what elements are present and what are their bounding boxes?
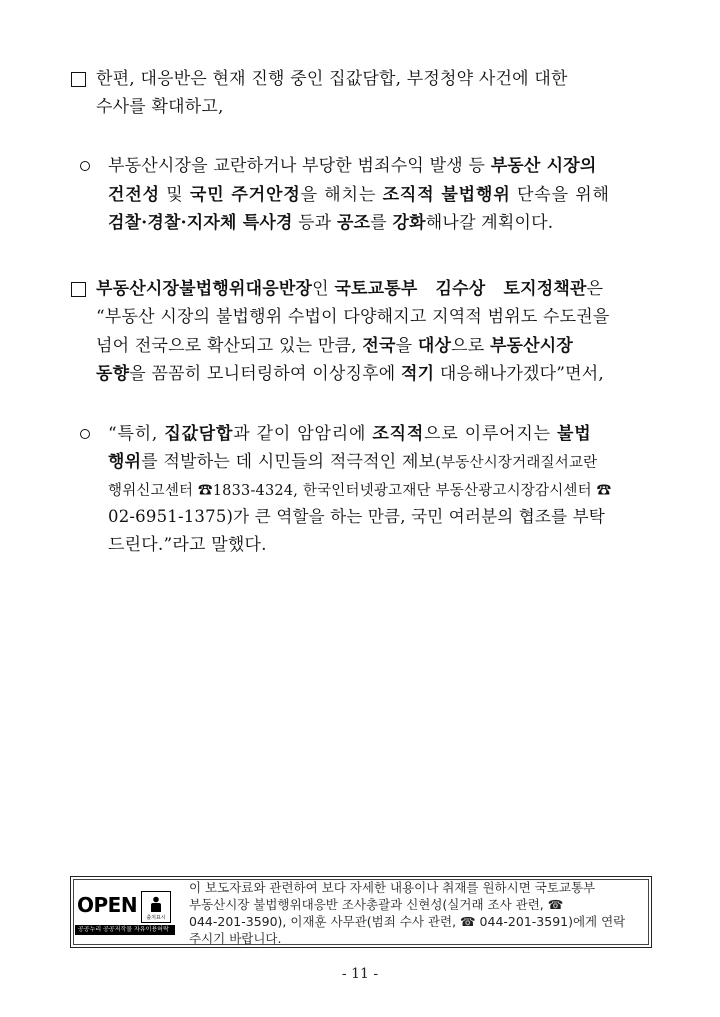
text-run: 을 해치는 bbox=[300, 185, 383, 205]
emphasis-text: 대상 bbox=[417, 336, 452, 356]
contact-line: 044-201-3590), 이재훈 사무관(범죄 수사 관련, ☎ 044-201-3591)에게 연락 bbox=[189, 914, 626, 929]
paragraph-line: 02-6951-1375)가 큰 역할을 하는 만큼, 국민 여러분의 협조를 부탁 bbox=[108, 507, 605, 526]
open-logo-text: OPEN bbox=[77, 893, 138, 917]
text-run: 을 bbox=[395, 336, 418, 356]
paragraph-line bbox=[108, 424, 592, 444]
emphasis-text: 조직적 불법행위 bbox=[382, 185, 511, 205]
emphasis-text: 동향 bbox=[96, 364, 130, 384]
attribution-badge-icon bbox=[141, 891, 171, 923]
paragraph-line bbox=[108, 452, 597, 473]
contact-line: 주시기 바랍니다. bbox=[189, 931, 282, 946]
text-run: 으로 이루어지는 bbox=[424, 424, 558, 444]
emphasis-text: 강화 bbox=[392, 213, 426, 233]
text-run: 및 bbox=[159, 185, 190, 205]
emphasis-text: 전국 bbox=[362, 336, 396, 356]
paragraph-line bbox=[96, 336, 573, 356]
emphasis-text: 집값담합 bbox=[164, 424, 234, 444]
text-run: 은 bbox=[586, 279, 604, 299]
circle-bullet-icon bbox=[80, 429, 90, 439]
open-license-strip: 공공누리 공공저작물 자유이용허락 bbox=[75, 925, 175, 935]
circle-bullet-icon bbox=[80, 161, 90, 171]
square-bullet-icon bbox=[71, 72, 86, 87]
square-bullet-icon bbox=[71, 282, 86, 297]
paragraph-line bbox=[96, 279, 603, 299]
emphasis-text: 검찰·경찰·지자체 특사경 bbox=[108, 213, 293, 233]
contact-line: 부동산시장 불법행위대응반 조사총괄과 신현성(실거래 조사 관련, ☎ bbox=[189, 897, 564, 912]
text-run: 를 bbox=[370, 213, 393, 233]
paragraph-line bbox=[96, 364, 604, 384]
emphasis-text: 부동산시장 bbox=[489, 336, 574, 356]
contact-text bbox=[189, 879, 649, 947]
paragraph-line bbox=[108, 156, 597, 176]
emphasis-text: 행위 bbox=[108, 452, 142, 472]
paragraph-line: 행위신고센터 ☎1833-4324, 한국인터넷광고재단 부동산광고시장감시센터 ☎ bbox=[108, 483, 612, 499]
emphasis-text: 부동산시장불법행위대응반장 bbox=[96, 279, 313, 299]
person-icon bbox=[150, 896, 162, 912]
contact-line: 이 보도자료와 관련하여 보다 자세한 내용이나 취재를 원하시면 국토교통부 bbox=[189, 880, 596, 895]
emphasis-text: 건전성 bbox=[108, 185, 160, 205]
text-run: 등과 bbox=[292, 213, 338, 233]
text-run: 를 적발하는 데 시민들의 적극적인 제보 bbox=[141, 452, 436, 472]
emphasis-text: 부동산 시장의 bbox=[490, 156, 597, 176]
emphasis-text: 국토교통부 김수상 토지정책관 bbox=[334, 279, 587, 299]
text-run: 을 꼼꼼히 모니터링하여 이상징후에 bbox=[129, 364, 401, 384]
emphasis-text: 불법 bbox=[557, 424, 592, 444]
contact-info-box bbox=[70, 876, 652, 948]
paragraph-line bbox=[108, 213, 553, 233]
emphasis-text: 적기 bbox=[401, 364, 435, 384]
text-run: 해나갈 계획이다. bbox=[425, 213, 554, 233]
text-run: (부동산시장거래질서교란 bbox=[435, 455, 598, 471]
text-run: 으로 bbox=[451, 336, 490, 356]
text-run: 인 bbox=[312, 279, 335, 299]
paragraph-line bbox=[108, 185, 610, 205]
text-run: 대응해나가겠다”면서, bbox=[434, 364, 604, 384]
open-license-logo bbox=[75, 889, 180, 935]
emphasis-text: 국민 주거안정 bbox=[189, 185, 301, 205]
emphasis-text: 공조 bbox=[337, 213, 371, 233]
emphasis-text: 조직적 bbox=[372, 424, 425, 444]
paragraph-line: 수사를 확대하고, bbox=[96, 97, 224, 117]
text-run: 부동산시장을 교란하거나 부당한 범죄수익 발생 등 bbox=[108, 156, 491, 176]
paragraph-line: “부동산 시장의 불법행위 수법이 다양해지고 지역적 범위도 수도권을 bbox=[96, 307, 610, 327]
paragraph-line: 드린다.”라고 말했다. bbox=[108, 535, 267, 555]
text-run: 단속을 위해 bbox=[510, 185, 610, 205]
text-run: 넘어 전국으로 확산되고 있는 만큼, bbox=[96, 336, 363, 356]
badge-caption: 출처표시 bbox=[146, 915, 166, 921]
text-run: 과 같이 암암리에 bbox=[233, 424, 373, 444]
text-run: “특히, bbox=[108, 424, 165, 444]
paragraph-line: 한편, 대응반은 현재 진행 중인 집값담합, 부정청약 사건에 대한 bbox=[96, 69, 568, 89]
page-number: - 11 - bbox=[341, 966, 379, 982]
